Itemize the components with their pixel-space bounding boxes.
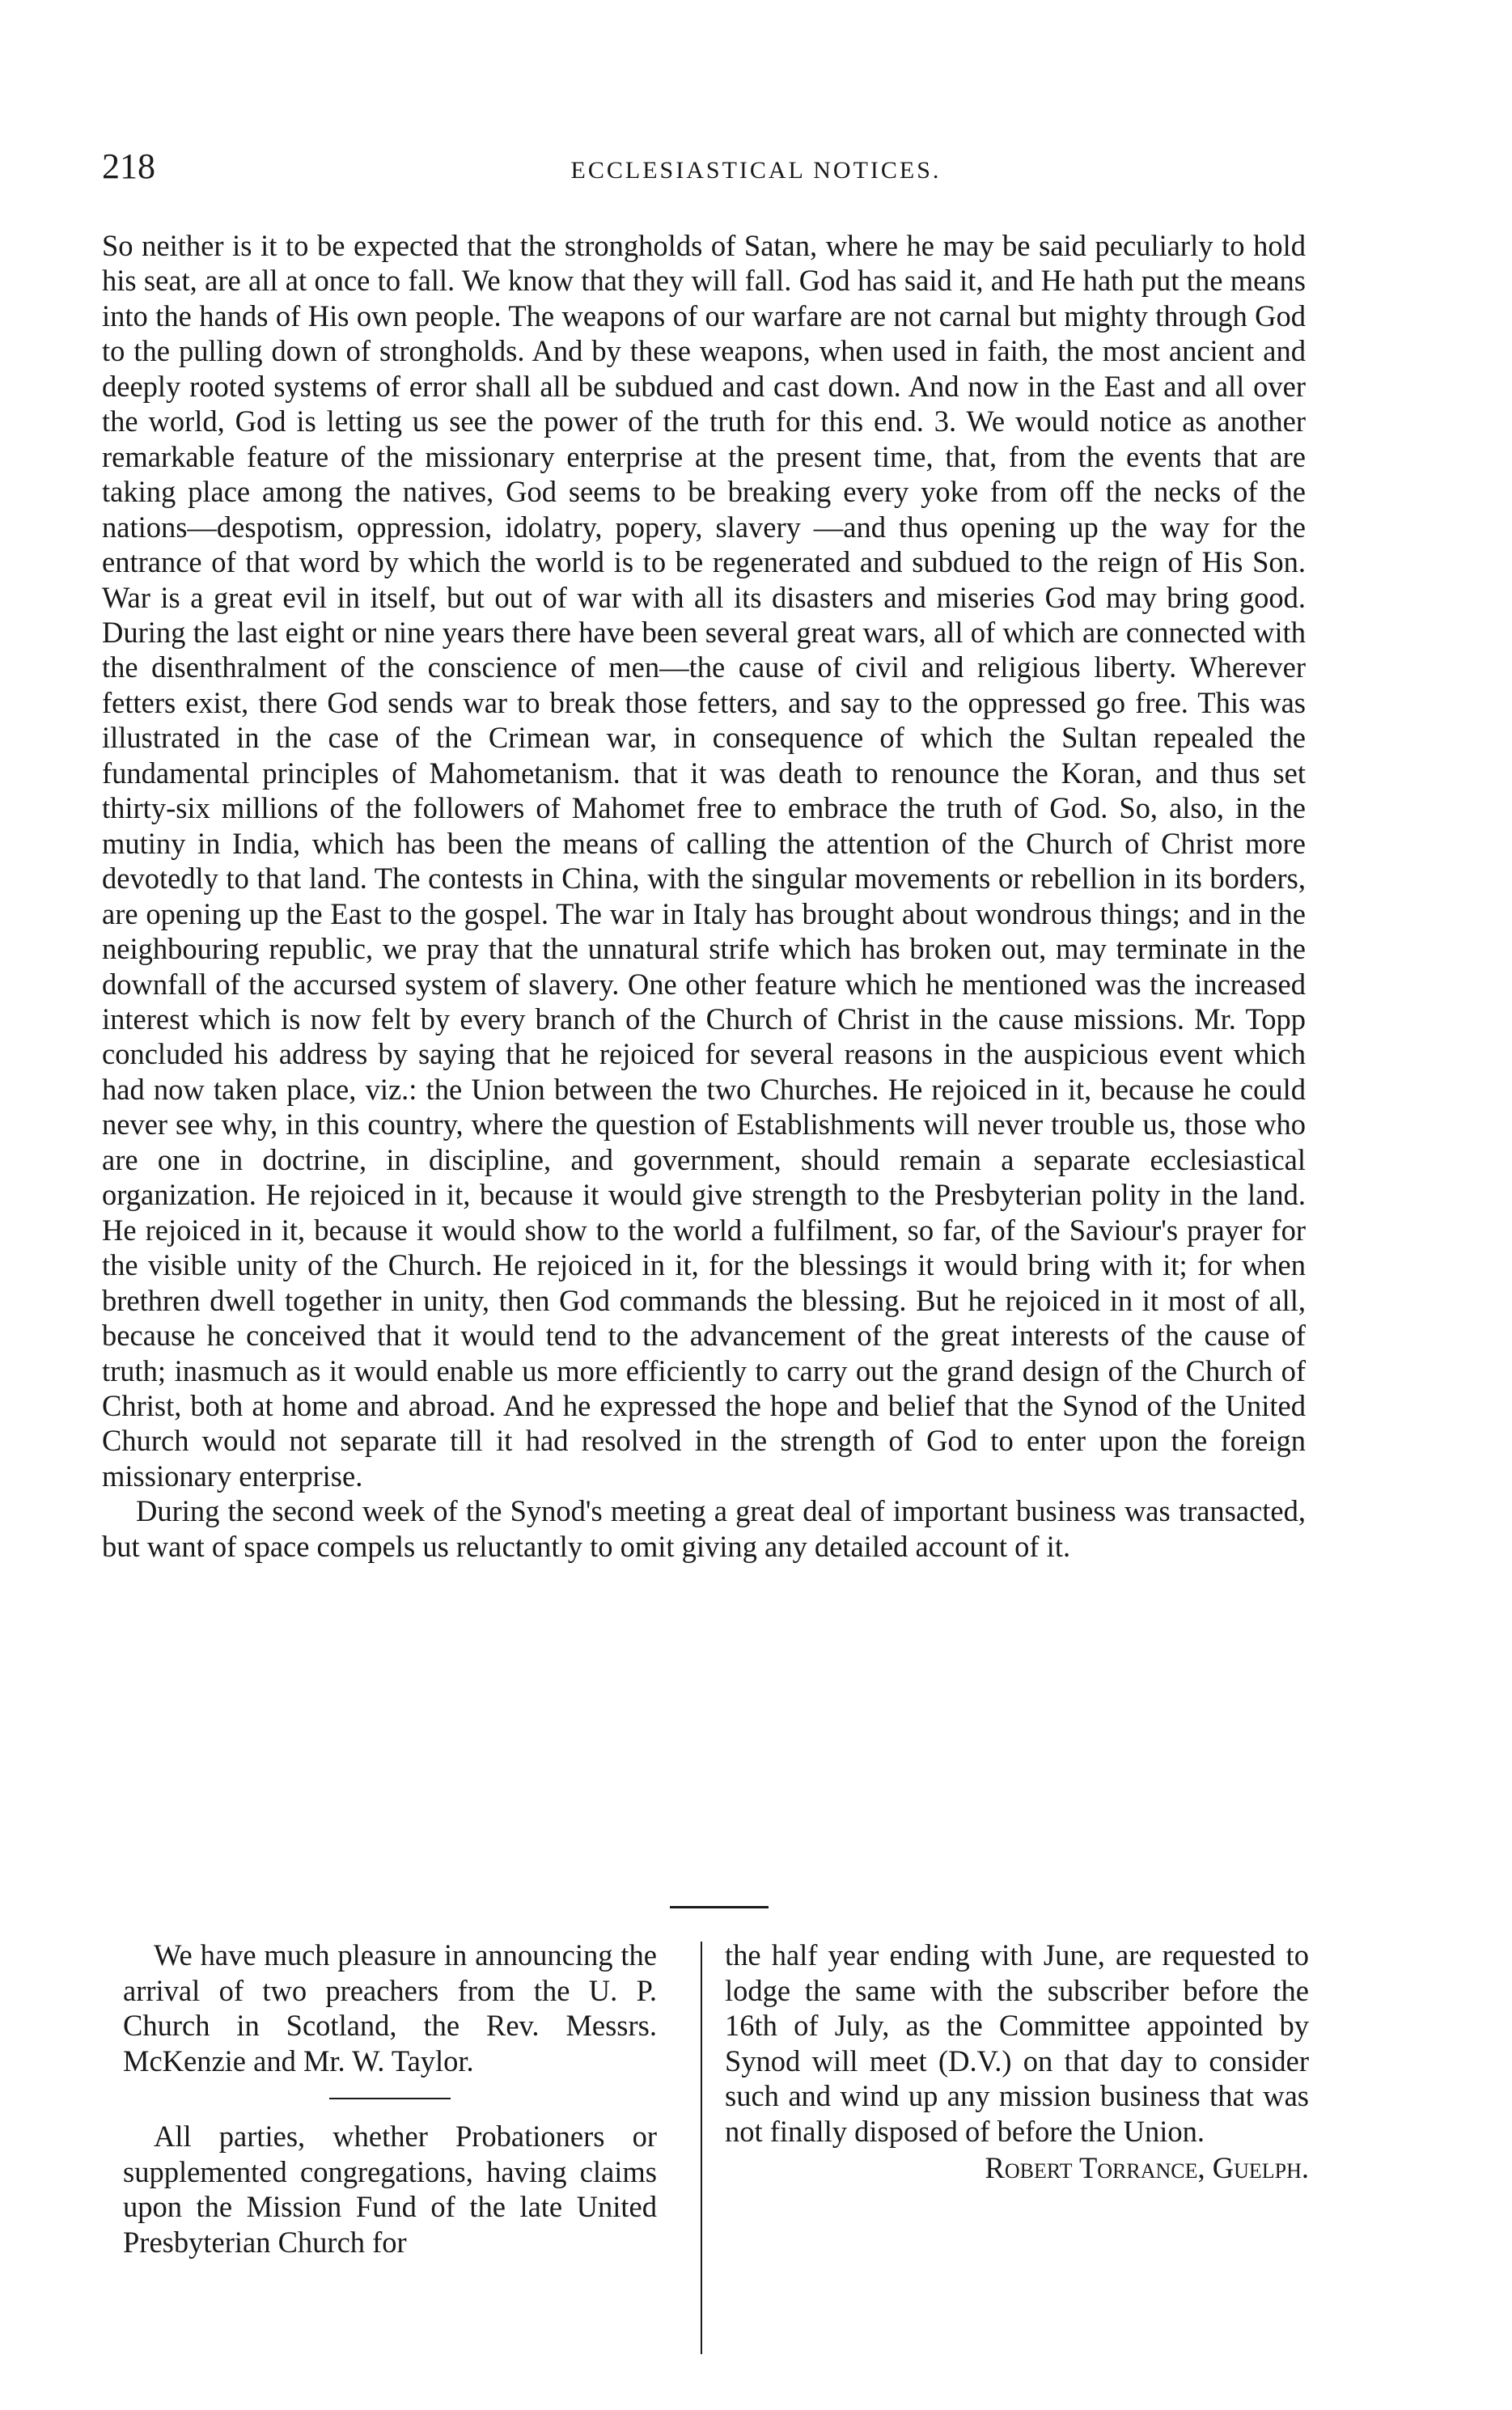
running-head: ECCLESIASTICAL NOTICES.: [570, 157, 942, 184]
section-divider: [670, 1906, 769, 1908]
notice-paragraph: the half year ending with June, are requested to lodge the same with the subscriber before the 16th of July, as the Committee appointed by Synod will meet (D.V.) on that day to consider such and wind up any mission business that was not finally disposed of before the Union.: [725, 1938, 1309, 2148]
notice-divider: [329, 2098, 451, 2099]
notice-paragraph: We have much pleasure in announcing the arrival of two preachers from the U. P. Church in Scotland, the Rev. Messrs. McKenzie and Mr. W. Taylor.: [123, 1938, 657, 2078]
notice-paragraph: All parties, whether Probationers or supplemented congregations, having claims upon the Mission Fund of the late United Presbyterian Church for: [123, 2120, 657, 2259]
notices-right-column: [725, 1938, 1309, 2186]
notices-left-column: [123, 1938, 657, 2260]
article-paragraph: So neither is it to be expected that the strongholds of Satan, where he may be said peculiarly to hold his seat, are all at once to fall. We know that they will fall. God has said it, and He hath put the means into the hands of His own people. The weapons of our warfare are not carnal but mighty through God to the pulling down of strongholds. And by these weapons, when used in faith, the most ancient and deeply rooted systems of error shall all be subdued and cast down. And now in the East and all over the world, God is letting us see the power of the truth for this end. 3. We would notice as another remarkable feature of the missionary enterprise at the present time, that, from the events that are taking place among the natives, God seems to be breaking every yoke from off the necks of the nations—despotism, oppression, idolatry, popery, slavery —and thus opening up the way for the entrance of that word by which the world is to be regenerated and subdued to the reign of His Son. War is a great evil in itself, but out of war with all its disasters and miseries God may bring good. During the last eight or nine years there have been several great wars, all of which are connected with the disenthralment of the conscience of men—the cause of civil and religious liberty. Wherever fetters exist, there God sends war to break those fetters, and say to the oppressed go free. This was illustrated in the case of the Crimean war, in consequence of which the Sultan repealed the fundamental principles of Mahometanism. that it was death to renounce the Koran, and thus set thirty-six millions of the followers of Mahomet free to embrace the truth of God. So, also, in the mutiny in India, which has been the means of calling the attention of the Church of Christ more devotedly to that land. The contests in China, with the singular movements or rebellion in its borders, are opening up the East to the gospel. The war in Italy has brought about wondrous things; and in the neighbouring republic, we pray that the unnatural strife which has broken out, may terminate in the downfall of the accursed system of slavery. One other feature which he mentioned was the increased interest which is now felt by every branch of the Church of Christ in the cause missions. Mr. Topp concluded his address by saying that he rejoiced for several reasons in the auspicious event which had now taken place, viz.: the Union between the two Churches. He rejoiced in it, because he could never see why, in this country, where the question of Establishments will never trouble us, those who are one in doctrine, in discipline, and government, should remain a separate ecclesiastical organization. He rejoiced in it, because it would give strength to the Presbyterian polity in the land. He rejoiced in it, because it would show to the world a fulfilment, so far, of the Saviour's prayer for the visible unity of the Church. He rejoiced in it, for the blessings it would bring with it; for when brethren dwell together in unity, then God commands the blessing. But he rejoiced in it most of all, because he conceived that it would tend to the advancement of the great interests of the cause of truth; inasmuch as it would enable us more efficiently to carry out the grand design of the Church of Christ, both at home and abroad. And he expressed the hope and belief that the Synod of the United Church would not separate till it had resolved in the strength of God to enter upon the foreign missionary enterprise.: [102, 229, 1306, 1493]
page-number: 218: [102, 146, 155, 186]
main-article: [102, 228, 1306, 1564]
article-paragraph: During the second week of the Synod's meeting a great deal of important business was transacted, but want of space compels us reluctantly to omit giving any detailed account of it.: [102, 1494, 1306, 1563]
notice-signature: Robert Torrance, Guelph.: [985, 2151, 1309, 2184]
column-divider: [701, 1942, 702, 2354]
